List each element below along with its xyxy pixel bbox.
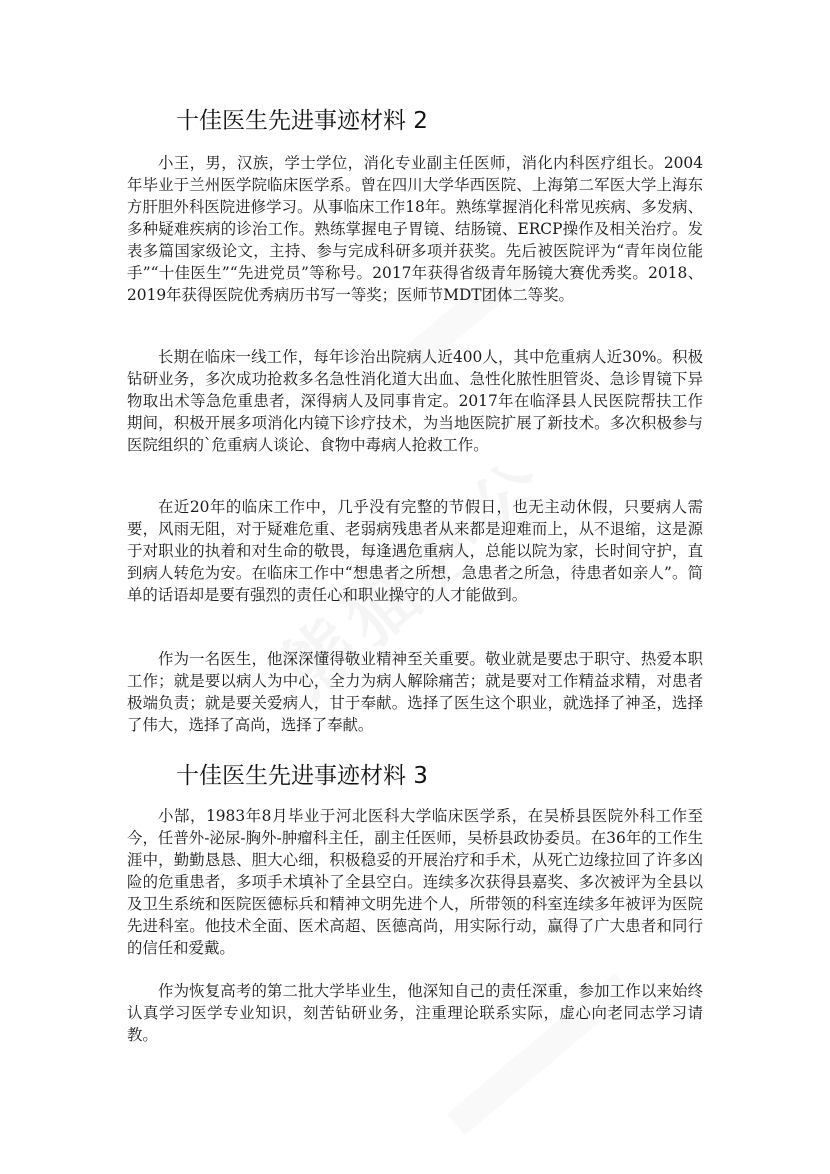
paragraph: 长期在临床一线工作，每年诊治出院病人近400人，其中危重病人近30%。积极钻研业务，多次成功抢救多名急性消化道大出血、急性化脓性胆管炎、急诊胃镜下异物取出术等急危重患者，深得病人及同事肯定。2017年在临泽县人民医院帮扶工作期间，积极开展多项消化内镜下诊疗技术，为当地医院扩展了新技术。多次积极参与医院组织的`危重病人谈论、食物中毒病人抢救工作。 [127, 348, 703, 454]
section-title: 十佳医生先进事迹材料 2 [176, 108, 428, 134]
paragraph: 小郜，1983年8月毕业于河北医科大学临床医学系，在吴桥县医院外科工作至今，任普外-泌尿-胸外-肿瘤科主任，副主任医师，吴桥县政协委员。在36年的工作生涯中，勤勤恳恳、胆大心细，积极稳妥的开展治疗和手术，从死亡边缘拉回了许多凶险的危重患者，多项手术填补了全县空白。连续多次获得县嘉奖、多次被评为全县以及卫生系统和医院医德标兵和精神文明先进个人，所带领的科室连续多年被评为医院先进科室。他技术全面、医术高超、医德高尚，用实际行动，赢得了广大患者和同行的信任和爱戴。 [127, 807, 703, 957]
section-title: 十佳医生先进事迹材料 3 [176, 763, 428, 789]
paragraph: 小王，男，汉族，学士学位，消化专业副主任医师，消化内科医疗组长。2004年毕业于兰州医学院临床医学系。曾在四川大学华西医院、上海第二军医大学上海东方肝胆外科医院进修学习。从事临床工作18年。熟练掌握消化科常见疾病、多发病、多种疑难疾病的诊治工作。熟练掌握电子胃镜、结肠镜、ERCP操作及相关治疗。发表多篇国家级论文，主持、参与完成科研多项并获奖。先后被医院评为“青年岗位能手”“十佳医生”“先进党员”等称号。2017年获得省级青年肠镜大赛优秀奖。2018、2019年获得医院优秀病历书写一等奖；医师节MDT团体二等奖。 [127, 154, 703, 304]
paragraph: 作为一名医生，他深深懂得敬业精神至关重要。敬业就是要忠于职守、热爱本职工作；就是要以病人为中心，全力为病人解除痛苦；就是要对工作精益求精，对患者极端负责；就是要关爱病人，甘于奉献。选择了医生这个职业，就选择了神圣，选择了伟大，选择了高尚，选择了奉献。 [127, 650, 703, 734]
paragraph: 在近20年的临床工作中，几乎没有完整的节假日，也无主动休假，只要病人需要，风雨无阻，对于疑难危重、老弱病残患者从来都是迎难而上，从不退缩，这是源于对职业的执着和对生命的敬畏，每逢遇危重病人，总能以院为家，长时间守护，直到病人转危为安。在临床工作中“想患者之所想，急患者之所急，待患者如亲人”。简单的话语却是要有强烈的责任心和职业操守的人才能做到。 [127, 498, 703, 604]
paragraph: 作为恢复高考的第二批大学毕业生，他深知自己的责任深重，参加工作以来始终认真学习医学专业知识，刻苦钻研业务，注重理论联系实际，虚心向老同志学习请教。 [127, 982, 703, 1044]
